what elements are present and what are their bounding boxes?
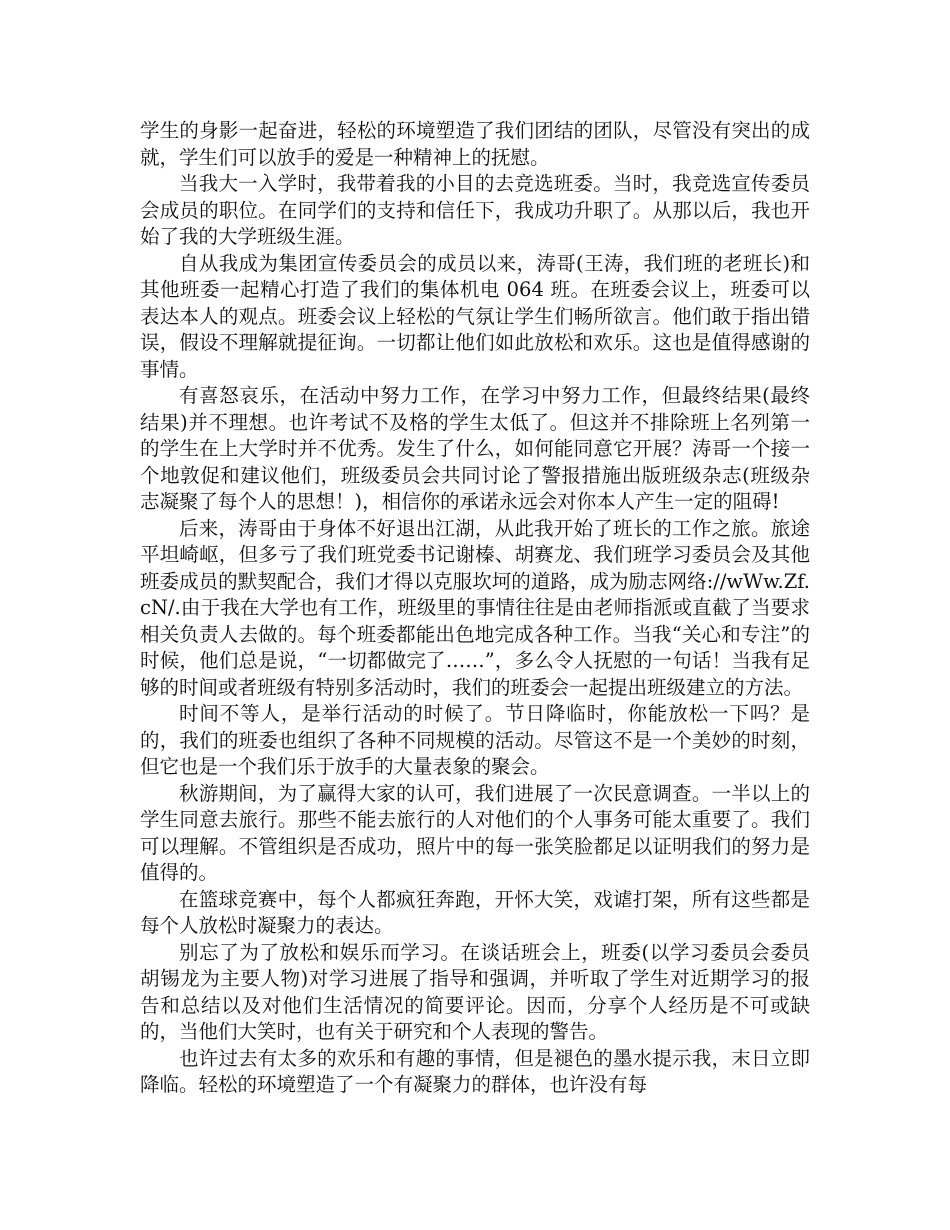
paragraph-1: 学生的身影一起奋进，轻松的环境塑造了我们团结的团队，尽管没有突出的成就，学生们可以放手的爱是一种精神上的抚慰。 [140, 119, 810, 169]
paragraph-5: 后来，涛哥由于身体不好退出江湖，从此我开始了班长的工作之旅。旅途平坦崎岖，但多亏了我们班党委书记谢榛、胡赛龙、我们班学习委员会及其他班委成员的默契配合，我们才得以克服坎坷的道路，成为励志网络://wWw.Zf.cN/.由于我在大学也有工作，班级里的事情往往是由老师指派或直截了当要求相关负责人去做的。每个班委都能出色地完成各种工作。当我“关心和专注”的时候，他们总是说，“一切都做完了……”，多么令人抚慰的一句话！当我有足够的时间或者班级有特别多活动时，我们的班委会一起提出班级建立的方法。 [140, 516, 810, 699]
paragraph-9: 别忘了为了放松和娱乐而学习。在谈话班会上，班委(以学习委员会委员胡锡龙为主要人物)对学习进展了指导和强调，并听取了学生对近期学习的报告和总结以及对他们生活情况的简要评论。因而，分享个人经历是不可或缺的，当他们大笑时，也有关于研究和个人表现的警告。 [140, 940, 810, 1043]
paragraph-6: 时间不等人，是举行活动的时候了。节日降临时，你能放松一下吗？是的，我们的班委也组织了各种不同规模的活动。尽管这不是一个美妙的时刻，但它也是一个我们乐于放手的大量表象的聚会。 [140, 702, 810, 778]
paragraph-8: 在篮球竞赛中，每个人都疯狂奔跑，开怀大笑，戏谑打架，所有这些都是每个人放松时凝聚力的表达。 [140, 887, 810, 937]
paragraph-7: 秋游期间，为了赢得大家的认可，我们进展了一次民意调查。一半以上的学生同意去旅行。那些不能去旅行的人对他们的个人事务可能太重要了。我们可以理解。不管组织是否成功，照片中的每一张笑脸都足以证明我们的努力是值得的。 [140, 781, 810, 884]
paragraph-4: 有喜怒哀乐，在活动中努力工作，在学习中努力工作，但最终结果(最终结果)并不理想。也许考试不及格的学生太低了。但这并不排除班上名列第一的学生在上大学时并不优秀。发生了什么，如何能同意它开展？涛哥一个接一个地敦促和建议他们，班级委员会共同讨论了警报措施出版班级杂志(班级杂志凝聚了每个人的思想！)，相信你的承诺永远会对你本人产生一定的阻碍! [140, 384, 810, 513]
paragraph-10: 也许过去有太多的欢乐和有趣的事情，但是褪色的墨水提示我，末日立即降临。轻松的环境塑造了一个有凝聚力的群体，也许没有每 [140, 1046, 810, 1096]
paragraph-3: 自从我成为集团宣传委员会的成员以来，涛哥(王涛，我们班的老班长)和其他班委一起精心打造了我们的集体机电 064 班。在班委会议上，班委可以表达本人的观点。班委会议上轻松的气氛让学生们畅所欲言。他们敢于指出错误，假设不理解就提征询。一切都让他们如此放松和欢乐。这也是值得感谢的事情。 [140, 251, 810, 381]
paragraph-2: 当我大一入学时，我带着我的小目的去竞选班委。当时，我竞选宣传委员会成员的职位。在同学们的支持和信任下，我成功升职了。从那以后，我也开始了我的大学班级生涯。 [140, 172, 810, 248]
document-page [140, 118, 810, 1099]
